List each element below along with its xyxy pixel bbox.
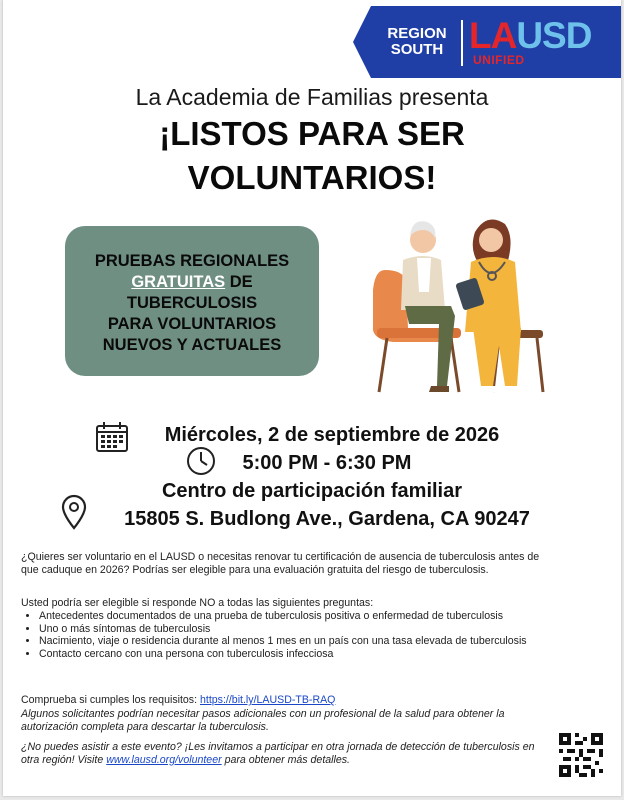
volunteer-link[interactable]: www.lausd.org/volunteer (106, 753, 222, 766)
event-time (3, 452, 621, 475)
lausd-logo (469, 15, 592, 56)
eligibility-text: Usted podría ser elegible si responde NO a todas las siguientes preguntas: (21, 597, 374, 609)
event-address (3, 508, 621, 531)
banner-divider (461, 20, 463, 66)
tb-testing-callout (65, 226, 319, 376)
list-item: • Contacto cercano con una persona con tuberculosis infecciosa (39, 648, 539, 661)
lausd-region-banner (353, 6, 621, 78)
event-address-text: 15805 S. Budlong Ave., Gardena, CA 90247 (124, 508, 530, 530)
check-prefix: Comprueba si cumples los requisitos: (21, 694, 200, 706)
region-label (379, 26, 455, 58)
cant-attend-suffix: para obtener más detalles. (221, 753, 351, 766)
cant-attend-note (21, 741, 541, 766)
callout-line4: PARA VOLUNTARIOS (107, 315, 277, 333)
region-line1: REGION (387, 25, 447, 42)
page-title (3, 112, 621, 200)
intro-text: La Academia de Familias presenta (135, 84, 489, 110)
list-item: • Uno o más síntomas de tuberculosis (39, 623, 539, 636)
event-venue: Centro de participación familiar (161, 480, 463, 502)
list-item: • Nacimiento, viaje o residencia durante al menos 1 mes en un país con una tasa elevada de tuberculosis (39, 635, 539, 648)
intro-question: ¿Quieres ser voluntario en el LAUSD o necesitas renovar tu certificación de ausencia de tuberculosis antes de que caduque en 2026? Podrías ser elegible para una evaluación gratuita del riesgo de tuberculosis. (21, 551, 540, 576)
event-time-text: 5:00 PM - 6:30 PM (242, 452, 412, 474)
callout-line5: NUEVOS Y ACTUALES (102, 336, 282, 354)
list-item: • Antecedentes documentados de una prueba de tuberculosis positiva o enfermedad de tuberculosis (39, 610, 539, 623)
region-line2: SOUTH (390, 41, 444, 58)
title-line2: VOLUNTARIOS! (187, 159, 437, 196)
event-date (3, 424, 621, 447)
raq-link[interactable]: https://bit.ly/LAUSD-TB-RAQ (200, 694, 336, 706)
callout-line1: PRUEBAS REGIONALES (94, 252, 290, 270)
callout-line2 (65, 272, 319, 293)
callout-de: DE (225, 273, 253, 291)
logo-usd: USD (516, 15, 592, 56)
callout-gratuitas: GRATUITAS (131, 273, 226, 291)
additional-steps-note: Algunos solicitantes podrían necesitar pasos adicionales con un profesional de la salud para obtener la autorización completa para descartar la tuberculosis. (21, 708, 505, 733)
eligibility-criteria-list (23, 610, 539, 660)
cant-attend-prefix: ¿No puedes asistir a este evento? ¡Les invitamos a participar en otra jornada de detección de tuberculosis en otra región! Visite (21, 741, 535, 766)
event-date-text: Miércoles, 2 de septiembre de 2026 (164, 424, 500, 446)
logo-la: LA (469, 15, 517, 56)
qr-code-icon[interactable] (559, 733, 603, 777)
flyer-page (3, 0, 621, 796)
logo-unified: UNIFIED (473, 53, 525, 67)
callout-line3: TUBERCULOSIS (126, 294, 258, 312)
nurse-patient-illustration (363, 210, 563, 400)
check-requirements (21, 694, 541, 707)
title-line1: ¡LISTOS PARA SER (159, 115, 465, 152)
